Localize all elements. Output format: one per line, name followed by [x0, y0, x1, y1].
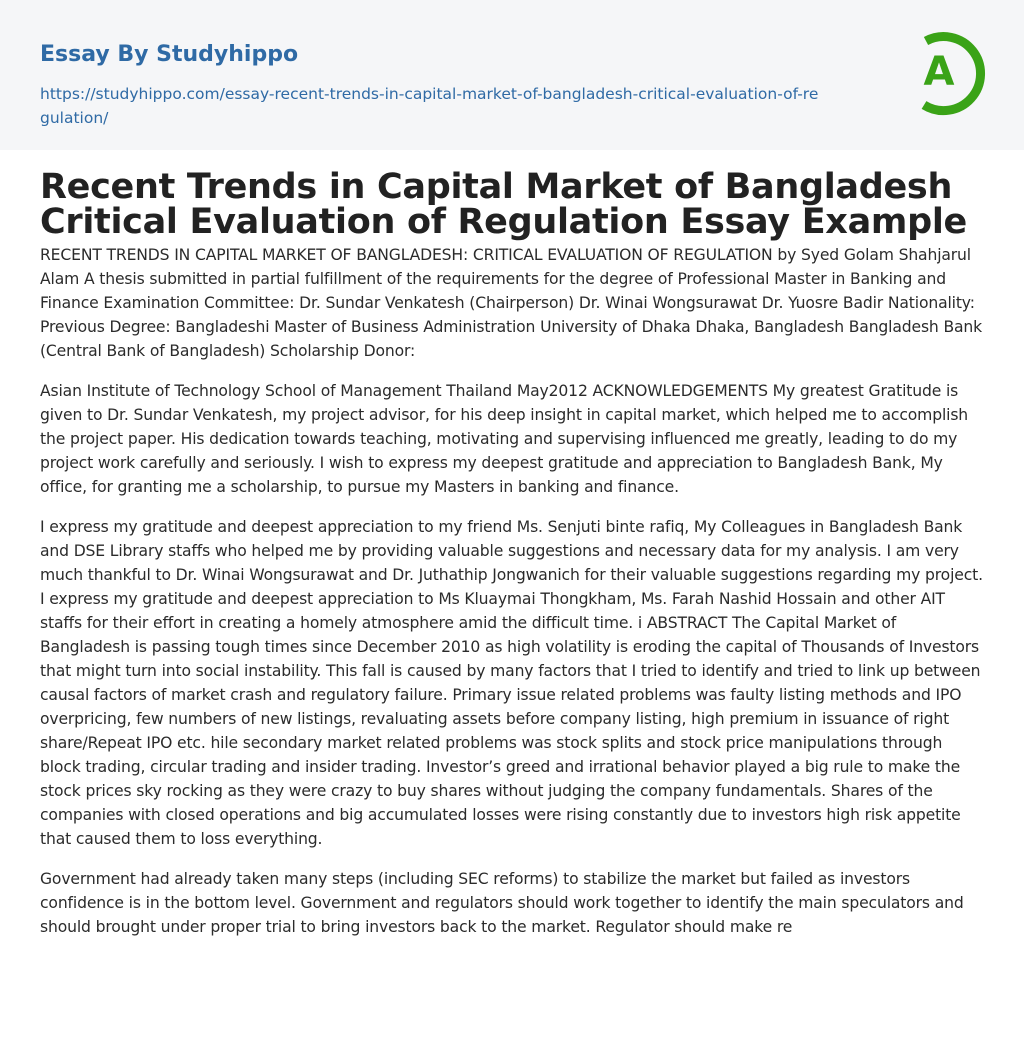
site-header: [0, 0, 1024, 150]
article-paragraph: Government had already taken many steps (including SEC reforms) to stabilize the market but failed as investors confidence is in the bottom level. Government and regulators should work together to identify the main speculators and should brought under proper trial to bring investors back to the market. Regulator should make re: [40, 870, 964, 936]
essay-url-link[interactable]: https://studyhippo.com/essay-recent-trends-in-capital-market-of-bangladesh-critical-evaluation-of-regulation/: [40, 85, 819, 127]
page-title: Recent Trends in Capital Market of Bangladesh Critical Evaluation of Regulation Essay Example: [40, 167, 967, 242]
article: [0, 150, 1024, 939]
logo-letter: A: [923, 49, 955, 95]
article-paragraph: I express my gratitude and deepest appreciation to my friend Ms. Senjuti binte rafiq, My Colleagues in Bangladesh Bank and DSE Library staffs who helped me by providing valuable suggestions and necessary data for my analysis. I am very much thankful to Dr. Winai Wongsurawat and Dr. Juthathip Jongwanich for their valuable suggestions regarding my project. I express my gratitude and deepest appreciation to Ms Kluaymai Thongkham, Ms. Farah Nashid Hossain and other AIT staffs for their effort in creating a homely atmosphere amid the difficult time. i ABSTRACT The Capital Market of Bangladesh is passing tough times since December 2010 as high volatility is eroding the capital of Thousands of Investors that might turn into social instability. This fall is caused by many factors that I tried to identify and tried to link up between causal factors of market crash and regulatory failure. Primary issue related problems was faulty listing methods and IPO overpricing, few numbers of new listings, revaluating assets before company listing, high premium in issuance of right share/Repeat IPO etc. hile secondary market related problems was stock splits and stock price manipulations through block trading, circular trading and insider trading. Investor’s greed and irrational behavior played a big rule to make the stock prices sky rocking as they were crazy to buy shares without judging the company fundamentals. Shares of the companies with closed operations and big accumulated losses were rising constantly due to investors high risk appetite that caused them to loss everything.: [40, 518, 983, 848]
site-name[interactable]: Essay By Studyhippo: [40, 42, 299, 67]
article-paragraph: Asian Institute of Technology School of Management Thailand May2012 ACKNOWLEDGEMENTS My greatest Gratitude is given to Dr. Sundar Venkatesh, my project advisor, for his deep insight in capital market, which helped me to accomplish the project paper. His dedication towards teaching, motivating and supervising influenced me greatly, leading to do my project work carefully and seriously. I wish to express my deepest gratitude and appreciation to Bangladesh Bank, My office, for granting me a scholarship, to pursue my Masters in banking and finance.: [40, 382, 969, 496]
site-logo[interactable]: [906, 28, 990, 116]
logo-ring-icon: [906, 28, 990, 116]
article-paragraph: RECENT TRENDS IN CAPITAL MARKET OF BANGLADESH: CRITICAL EVALUATION OF REGULATION by Syed Golam Shahjarul Alam A thesis submitted in partial fulfillment of the requirements for the degree of Professional Master in Banking and Finance Examination Committee: Dr. Sundar Venkatesh (Chairperson) Dr. Winai Wongsurawat Dr. Yuosre Badir Nationality: Previous Degree: Bangladeshi Master of Business Administration University of Dhaka Dhaka, Bangladesh Bangladesh Bank (Central Bank of Bangladesh) Scholarship Donor:: [40, 246, 983, 360]
